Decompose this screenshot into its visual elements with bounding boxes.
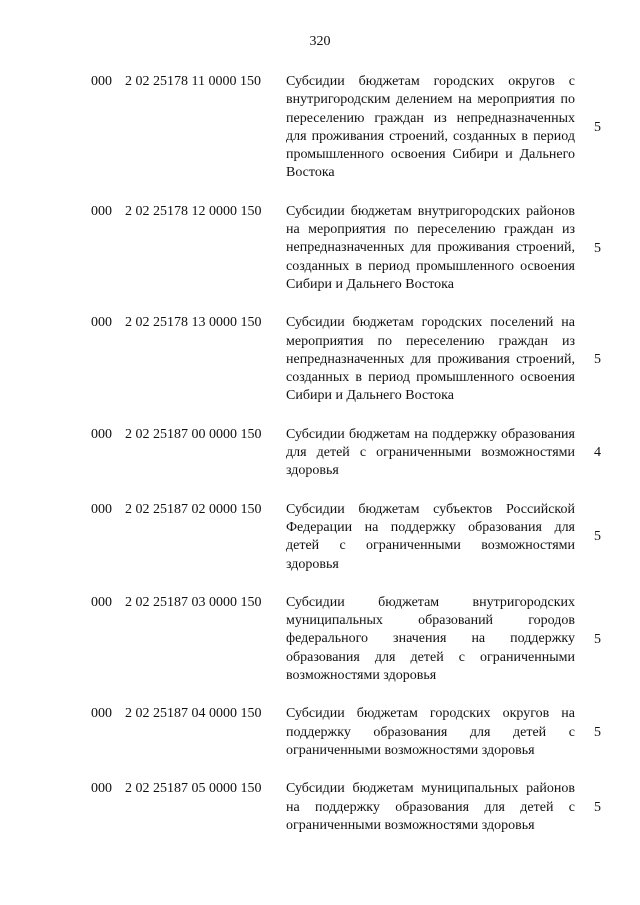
row-description: Субсидии бюджетам внутригородских муниципальных образований городов федерального значения на поддержку образования для детей с ограниченными возможностями здоровья — [286, 594, 575, 684]
table-row — [0, 501, 640, 574]
page-number: 320 — [309, 34, 331, 49]
admin-code: 000 — [91, 781, 112, 797]
row-description: Субсидии бюджетам муниципальных районов на поддержку образования для детей с ограниченными возможностями здоровья — [286, 781, 575, 833]
budget-classification-code: 2 02 25187 04 0000 150 — [125, 706, 262, 722]
admin-code: 000 — [91, 315, 112, 331]
admin-code: 000 — [91, 594, 112, 610]
table-row — [0, 780, 640, 835]
table-row — [0, 73, 640, 183]
row-value: 5 — [594, 631, 601, 647]
row-description: Субсидии бюджетам городских поселений на мероприятия по переселению граждан из непредназначенных для проживания строений, созданных в период промышленного освоения Сибири и Дальнего Востока — [286, 315, 575, 404]
budget-classification-code: 2 02 25187 00 0000 150 — [125, 426, 262, 442]
table-row — [0, 314, 640, 405]
row-description: Субсидии бюджетам городских округов на поддержку образования для детей с ограниченными возможностями здоровья — [286, 706, 575, 758]
table-row — [0, 203, 640, 294]
row-value: 5 — [594, 240, 601, 256]
row-description: Субсидии бюджетам городских округов с внутригородским делением на мероприятия по переселению граждан из непредназначенных для проживания строений, созданных в период промышленного освоения Сибири и Дальнего Востока — [286, 74, 575, 181]
admin-code: 000 — [91, 706, 112, 722]
row-value: 5 — [594, 119, 601, 135]
table-row — [0, 426, 640, 481]
admin-code: 000 — [91, 203, 112, 219]
row-value: 5 — [594, 799, 601, 815]
row-description: Субсидии бюджетам внутригородских районов на мероприятия по переселению граждан из непредназначенных для проживания строений, созданных в период промышленного освоения Сибири и Дальнего Востока — [286, 203, 575, 292]
row-value: 5 — [594, 351, 601, 367]
budget-classification-code: 2 02 25178 11 0000 150 — [125, 74, 261, 89]
budget-classification-code: 2 02 25178 13 0000 150 — [125, 315, 262, 331]
budget-classification-code: 2 02 25178 12 0000 150 — [125, 203, 262, 219]
budget-classification-code: 2 02 25187 02 0000 150 — [125, 501, 262, 517]
table-row — [0, 705, 640, 760]
row-value: 4 — [594, 445, 601, 461]
row-value: 5 — [594, 724, 601, 740]
admin-code: 000 — [91, 426, 112, 442]
row-value: 5 — [594, 529, 601, 545]
table-row — [0, 594, 640, 685]
budget-classification-code: 2 02 25187 05 0000 150 — [125, 781, 262, 797]
budget-classification-code: 2 02 25187 03 0000 150 — [125, 594, 262, 610]
budget-code-table — [0, 73, 640, 855]
row-description: Субсидии бюджетам на поддержку образования для детей с ограниченными возможностями здоровья — [286, 426, 575, 479]
row-description: Субсидии бюджетам субъектов Российской Федерации на поддержку образования для детей с ограниченными возможностями здоровья — [286, 501, 575, 572]
admin-code: 000 — [91, 74, 112, 89]
admin-code: 000 — [91, 501, 112, 517]
